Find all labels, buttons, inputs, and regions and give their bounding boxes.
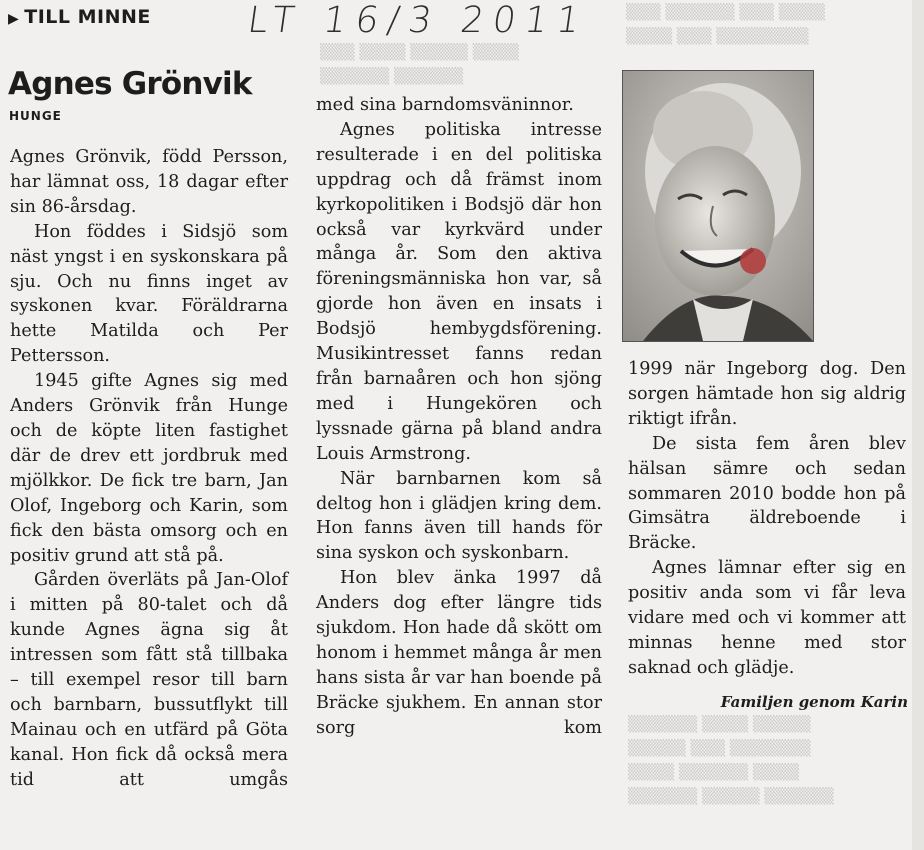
kicker-label: TILL MINNE <box>24 6 151 28</box>
obituary-title: Agnes Grönvik <box>8 66 252 102</box>
text-column-1 <box>10 145 288 793</box>
paragraph: Hon föddes i Sidsjö som näst yngst i en syskonskara på sju. Och nu finns inget av syskonen kvar. Föräldrarna hette Matilda och Per Pettersson. <box>10 221 288 367</box>
paragraph: Agnes Grönvik, född Persson, har lämnat oss, 18 dagar efter sin 86-årsdag. <box>10 147 288 217</box>
section-kicker <box>8 6 151 28</box>
paragraph: Agnes politiska intresse resulterade i en del politiska uppdrag och då främst inom kyrkopolitiken i Bodsjö där hon också var kyrkvärd under många år. Som den aktiva föreningsmänniska hon var, så gjorde hon även en insats i Bodsjö hembygdsförening. Musikintresset fanns redan från barnaåren och hon sjöng med i Hungekören och lyssnade gärna på bland andra Louis Armstrong. <box>316 119 602 464</box>
paragraph: De sista fem åren blev hälsan sämre och sedan sommaren 2010 bodde hon på Gimsätra äldreboende i Bräcke. <box>628 433 906 554</box>
paragraph: 1999 när Ingeborg dog. Den sorgen hämtade hon sig aldrig riktigt ifrån. <box>628 359 906 429</box>
bleed-through-text: ▒▒▒ ▒▒▒▒ ▒▒▒▒▒ ▒▒▒▒ ▒▒▒▒▒▒ ▒▒▒▒▒▒ <box>320 43 519 85</box>
triangle-icon: ▶ <box>8 11 20 27</box>
paragraph: Hon blev änka 1997 då Anders dog efter längre tids sjukdom. Hon hade då skött om honom i hemmet många år men hans sista år var han boende på Bräcke sjukhem. En annan stor sorg kom <box>316 568 602 738</box>
paragraph: När barnbarnen kom så deltog hon i glädjen kring dem. Hon fanns även till hands för sina syskon och syskonbarn. <box>316 468 602 564</box>
page-edge <box>912 0 924 850</box>
dateline-place: HUNGE <box>9 109 62 123</box>
paragraph: 1945 gifte Agnes sig med Anders Grönvik från Hunge och de köpte liten fastighet där de drev ett jordbruk med mjölkkor. De fick tre barn, Jan Olof, Ingeborg och Karin, som fick den bästa omsorg och en positiv grund att stå på. <box>10 371 288 566</box>
handwritten-date: LT 16/3 2011 <box>245 0 592 41</box>
paragraph: Agnes lämnar efter sig en positiv anda som vi får leva vidare med och vi kommer att minnas henne med stor saknad och glädje. <box>628 558 906 678</box>
bleed-through-text: ▒▒▒▒▒▒ ▒▒▒▒ ▒▒▒▒▒ ▒▒▒▒▒ ▒▒▒ ▒▒▒▒▒▒▒ ▒▒▒▒ ▒▒▒▒▒▒ ▒▒▒▒ ▒▒▒▒▒▒ ▒▒▒▒▒ ▒▒▒▒▒▒ <box>628 715 834 805</box>
paragraph: Gården överläts på Jan-Olof i mitten på 80-talet och då kunde Agnes ägna sig åt intressen som fått stå tillbaka – till exempel resor till barn och barnbarn, bussutflykt till Mainau och en utfärd på Göta kanal. Hon fick då också mera tid att umgås <box>10 570 288 790</box>
bleed-through-text: ▒▒▒ ▒▒▒▒▒▒ ▒▒▒ ▒▒▒▒ ▒▒▒▒ ▒▒▒ ▒▒▒▒▒▒▒▒ <box>626 3 825 45</box>
text-column-3 <box>628 357 906 681</box>
text-column-2 <box>316 93 602 741</box>
portrait-photo <box>622 70 814 342</box>
signature: Familjen genom Karin <box>720 693 908 711</box>
portrait-image <box>623 71 813 341</box>
paragraph: med sina barndomsväninnor. <box>316 95 574 115</box>
